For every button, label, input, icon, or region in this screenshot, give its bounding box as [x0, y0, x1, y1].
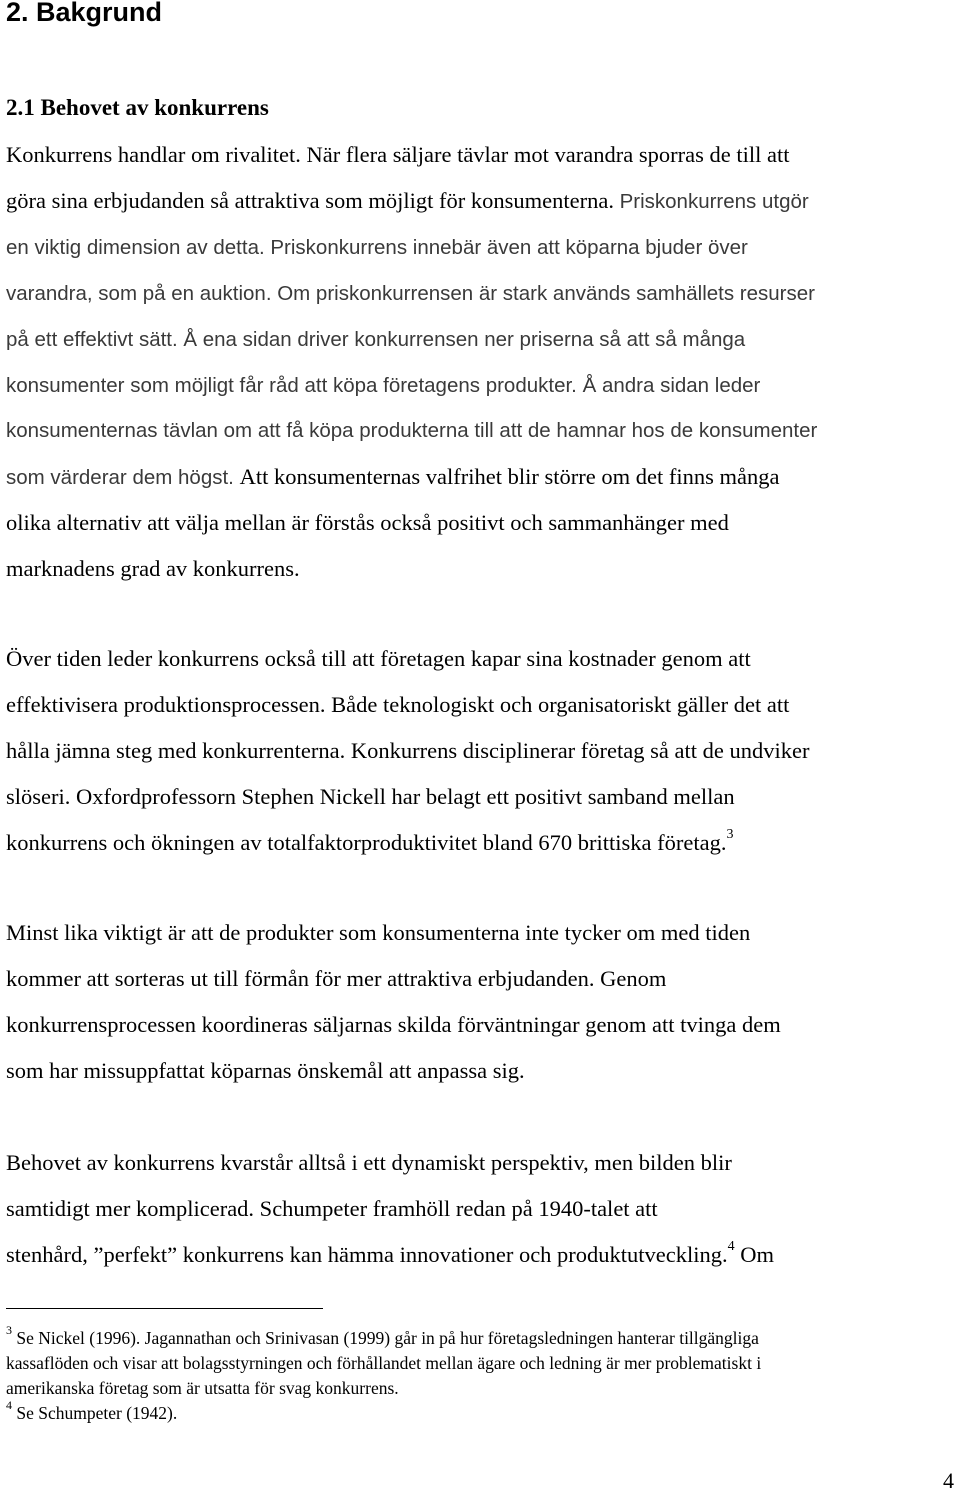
- paragraph-line: [6, 316, 958, 362]
- footnote-line: kassaflöden och visar att bolagsstyrningen och förhållandet mellan ägare och ledning är mer problematiskt i: [6, 1353, 762, 1373]
- paragraph-line: Över tiden leder konkurrens också till att företagen kapar sina kostnader genom att: [6, 646, 751, 671]
- highlighted-text: Priskonkurrens innebär även att köparna bjuder över: [270, 236, 748, 259]
- footnote-text: Se Nickel (1996). Jagannathan och Srinivasan (1999) går in på hur företagsledningen hanterar tillgängliga: [12, 1328, 759, 1348]
- paragraph-line: [6, 454, 958, 500]
- footnote-reference[interactable]: 3: [726, 826, 734, 842]
- text-span: göra sina erbjudanden så attraktiva som möjligt för konsumenterna.: [6, 188, 620, 213]
- paragraph-line: kommer att sorteras ut till förmån för mer attraktiva erbjudanden. Genom: [6, 966, 667, 991]
- footnote-line: [6, 1323, 958, 1351]
- paragraph-line: som har missuppfattat köparnas önskemål att anpassa sig.: [6, 1058, 525, 1083]
- paragraph-3: [6, 910, 958, 1094]
- highlighted-text: Å andra sidan leder: [582, 374, 761, 397]
- paragraph-line: marknadens grad av konkurrens.: [6, 556, 300, 581]
- footnote-line: amerikanska företag som är utsatta för svag konkurrens.: [6, 1378, 399, 1398]
- highlighted-text: Priskonkurrens utgör: [619, 190, 809, 213]
- paragraph-line: [6, 224, 958, 270]
- paragraph-1: [6, 132, 958, 592]
- footnote-reference[interactable]: 4: [727, 1238, 735, 1254]
- paragraph-line: olika alternativ att välja mellan är förstås också positivt och sammanhänger med: [6, 510, 729, 535]
- subsection-heading: 2.1 Behovet av konkurrens: [6, 95, 269, 120]
- highlighted-text: Om priskonkurrensen är stark används samhällets resurser: [277, 282, 815, 305]
- highlighted-text: en viktig dimension av detta.: [6, 236, 271, 259]
- footnote-separator: [6, 1308, 323, 1309]
- paragraph-line: Konkurrens handlar om rivalitet. När flera säljare tävlar mot varandra sporras de till att: [6, 142, 790, 167]
- highlighted-text: Å ena sidan driver konkurrensen ner priserna så att så många: [183, 328, 746, 351]
- paragraph-line: konkurrensprocessen koordineras säljarnas skilda förväntningar genom att tvinga dem: [6, 1012, 781, 1037]
- paragraph-line: konsumenternas tävlan om att få köpa produkterna till att de hamnar hos de konsumenter: [6, 419, 818, 442]
- paragraph-line: slöseri. Oxfordprofessorn Stephen Nickell har belagt ett positivt samband mellan: [6, 784, 735, 809]
- highlighted-text: varandra, som på en auktion.: [6, 282, 278, 305]
- paragraph-2: [6, 636, 958, 866]
- paragraph-line: samtidigt mer komplicerad. Schumpeter framhöll redan på 1940-talet att: [6, 1196, 658, 1221]
- paragraph-line: [6, 362, 958, 408]
- text-span: stenhård, ”perfekt” konkurrens kan hämma innovationer och produktutveckling.: [6, 1242, 728, 1267]
- highlighted-text: på ett effektivt sätt.: [6, 328, 184, 351]
- paragraph-line: [6, 820, 958, 866]
- footnote-line: [6, 1398, 958, 1426]
- paragraph-line: [6, 1232, 958, 1278]
- paragraph-4: [6, 1140, 958, 1278]
- paragraph-line: Minst lika viktigt är att de produkter som konsumenterna inte tycker om med tiden: [6, 920, 751, 945]
- footnote-marker: 4: [6, 1398, 12, 1413]
- footnotes: [6, 1323, 958, 1426]
- paragraph-line: [6, 178, 958, 224]
- text-span: Om: [734, 1242, 775, 1267]
- text-span: Att konsumenternas valfrihet blir större om det finns många: [239, 464, 780, 489]
- paragraph-line: Behovet av konkurrens kvarstår alltså i ett dynamiskt perspektiv, men bilden blir: [6, 1150, 732, 1175]
- footnote-text: Se Schumpeter (1942).: [12, 1403, 178, 1423]
- text-span: konkurrens och ökningen av totalfaktorproduktivitet bland 670 brittiska företag.: [6, 830, 727, 855]
- paragraph-line: hålla jämna steg med konkurrenterna. Konkurrens disciplinerar företag så att de undviker: [6, 738, 810, 763]
- page-number: 4: [943, 1468, 954, 1493]
- highlighted-text: konsumenter som möjligt får råd att köpa företagens produkter.: [6, 374, 583, 397]
- paragraph-line: effektivisera produktionsprocessen. Både teknologiskt och organisatoriskt gäller det att: [6, 692, 790, 717]
- footnote-marker: 3: [6, 1323, 12, 1338]
- paragraph-line: [6, 270, 958, 316]
- section-heading: 2. Bakgrund: [6, 0, 163, 27]
- highlighted-text: som värderar dem högst.: [6, 466, 240, 489]
